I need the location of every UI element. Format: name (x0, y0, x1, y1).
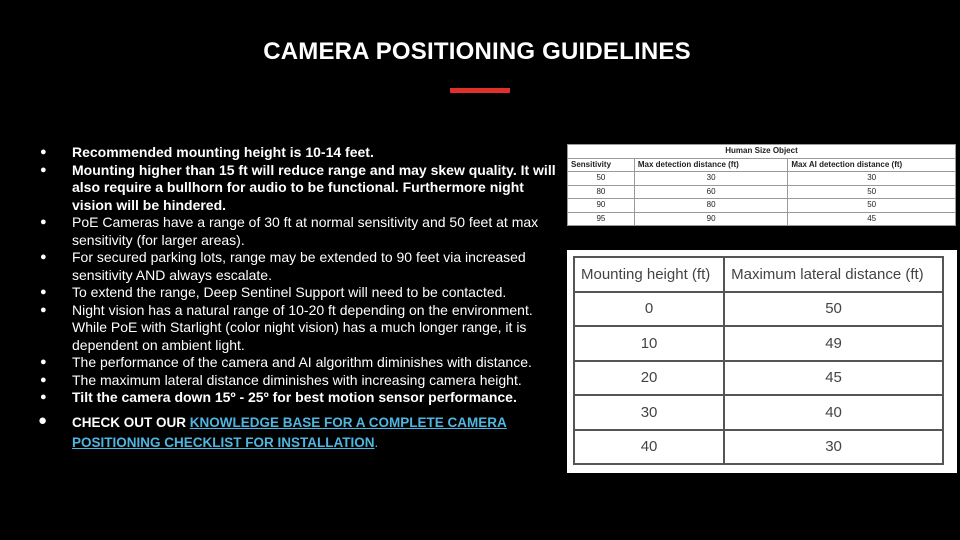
list-item (36, 372, 556, 390)
table-row (568, 172, 956, 186)
column-header: Mounting height (ft) (574, 257, 724, 292)
list-item (36, 162, 556, 215)
table-cell: 40 (724, 395, 943, 430)
table-cell: 45 (788, 212, 956, 226)
bullet-icon: ● (40, 356, 47, 368)
bullet-icon: ● (40, 251, 47, 263)
table-cell: 80 (634, 199, 788, 213)
table-row (568, 199, 956, 213)
guidelines-list (36, 144, 556, 453)
table-cell: 20 (574, 361, 724, 396)
bullet-icon: ● (38, 411, 48, 429)
list-item-text: The performance of the camera and AI algorithm diminishes with distance. (72, 354, 532, 370)
knowledge-base-link[interactable]: KNOWLEDGE BASE FOR A COMPLETE CAMERA POSITIONING CHECKLIST FOR INSTALLATION (72, 414, 507, 450)
bullet-icon: ● (40, 146, 47, 158)
column-header: Max AI detection distance (ft) (788, 158, 956, 172)
table-cell: 49 (724, 326, 943, 361)
table-cell: 80 (568, 185, 635, 199)
table-cell: 10 (574, 326, 724, 361)
list-item (36, 389, 556, 407)
table-row (574, 292, 943, 327)
cta-item (36, 413, 556, 453)
cta-prefix: CHECK OUT OUR (72, 414, 190, 430)
table-cell: 0 (574, 292, 724, 327)
table-cell: 90 (568, 199, 635, 213)
bullet-icon: ● (40, 163, 47, 176)
table-row (574, 361, 943, 396)
lateral-distance-table (573, 256, 944, 465)
table-cell: 50 (568, 172, 635, 186)
detection-distance-table (567, 144, 956, 226)
bullet-icon: ● (40, 303, 47, 316)
lateral-distance-panel (567, 250, 957, 473)
table-cell: 95 (568, 212, 635, 226)
table-cell: 50 (788, 199, 956, 213)
list-item-text: Night vision has a natural range of 10-20 ft depending on the environment. While PoE with Starlight (color night vision) has a much longer range, it is dependent on ambient light. (72, 301, 533, 353)
cta-suffix: . (374, 434, 379, 450)
table-cell: 90 (634, 212, 788, 226)
table-row (574, 326, 943, 361)
table-cell: 30 (634, 172, 788, 186)
table-cell: 50 (788, 185, 956, 199)
bullet-icon: ● (40, 286, 47, 298)
title-accent-bar (450, 88, 510, 93)
table-cell: 30 (788, 172, 956, 186)
list-item (36, 144, 556, 162)
column-header: Maximum lateral distance (ft) (724, 257, 943, 292)
column-header: Sensitivity (568, 158, 635, 172)
table-row (568, 212, 956, 226)
table-row (574, 430, 943, 465)
list-item-text: The maximum lateral distance diminishes with increasing camera height. (72, 371, 522, 388)
list-item (36, 302, 556, 355)
list-item (36, 354, 556, 372)
column-header: Max detection distance (ft) (634, 158, 788, 172)
table-cell: 30 (724, 430, 943, 465)
list-item (36, 284, 556, 302)
list-item (36, 249, 556, 284)
slide-title: CAMERA POSITIONING GUIDELINES (263, 38, 691, 65)
list-item-text: Mounting higher than 15 ft will reduce range and may skew quality. It will also require a bullhorn for audio to be functional. Furthermore night vision will be hindered. (72, 161, 556, 213)
table-cell: 30 (574, 395, 724, 430)
table-row (568, 185, 956, 199)
list-item-text: Tilt the camera down 15º - 25º for best motion sensor performance. (72, 389, 517, 405)
table-row (574, 395, 943, 430)
list-item-text: For secured parking lots, range may be extended to 90 feet via increased sensitivity AND always escalate. (72, 249, 526, 283)
bullet-icon: ● (40, 373, 47, 386)
table-cell: 40 (574, 430, 724, 465)
list-item (36, 214, 556, 249)
bullet-icon: ● (40, 216, 47, 228)
table-cell: 50 (724, 292, 943, 327)
list-item-text: To extend the range, Deep Sentinel Support will need to be contacted. (72, 284, 507, 300)
table-cell: 45 (724, 361, 943, 396)
bullet-icon: ● (40, 391, 47, 403)
list-item-text: PoE Cameras have a range of 30 ft at normal sensitivity and 50 feet at max sensitivity (for larger areas). (72, 214, 539, 248)
table-cell: 60 (634, 185, 788, 199)
table-caption: Human Size Object (568, 145, 956, 159)
list-item-text: Recommended mounting height is 10-14 feet. (72, 144, 374, 160)
